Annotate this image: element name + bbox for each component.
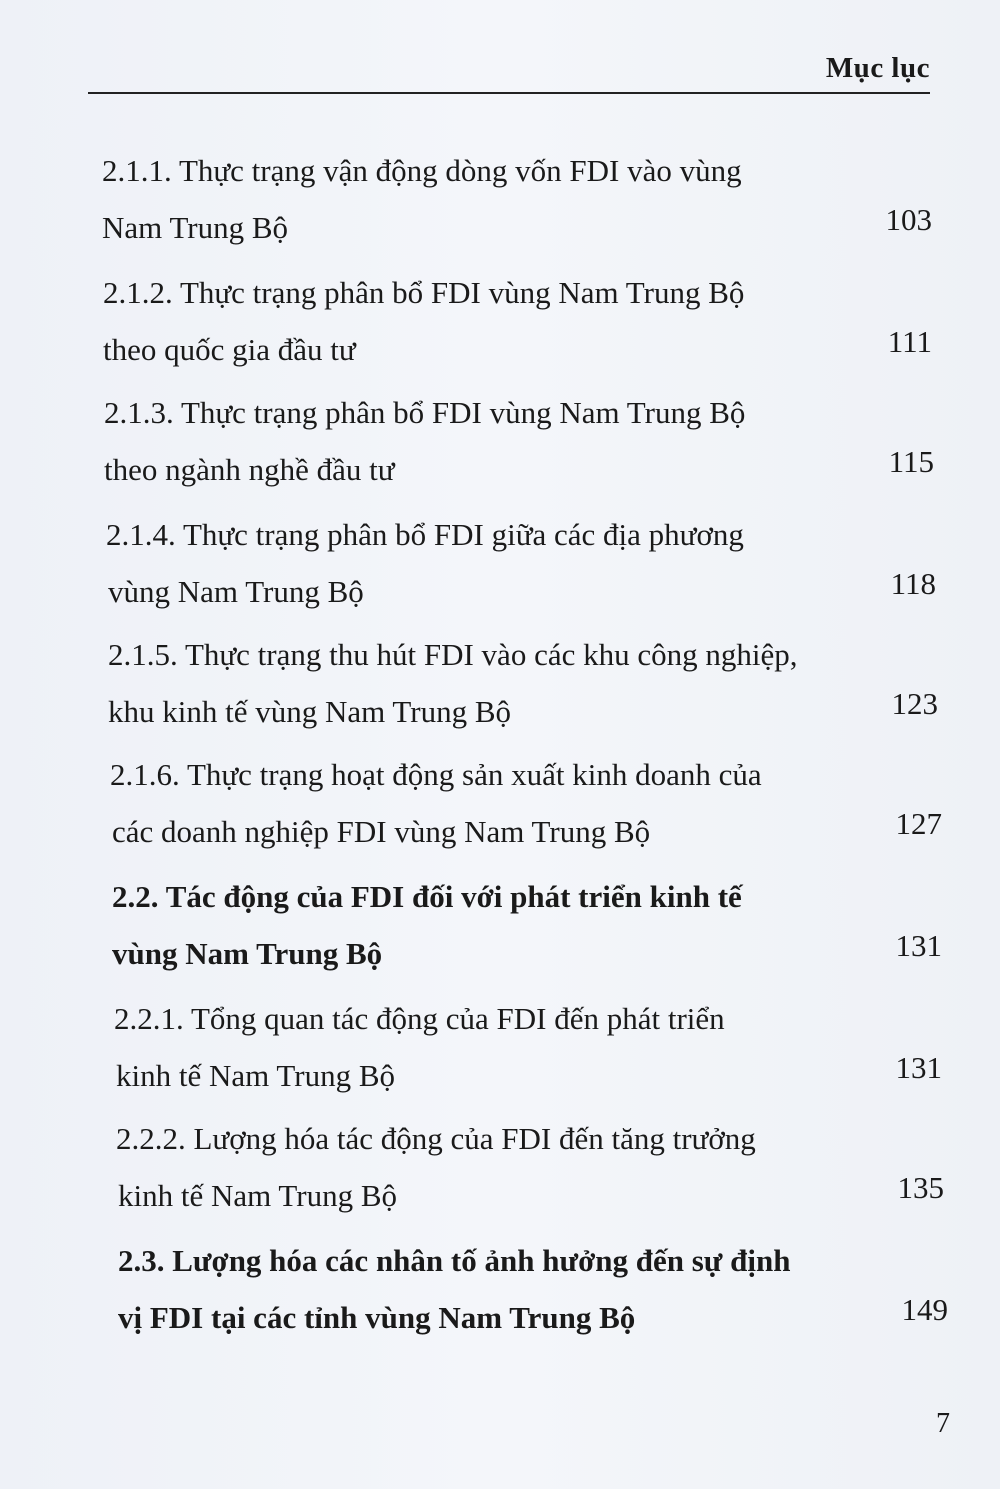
toc-entry-page: 103 [885,202,932,237]
toc-entry-page: 123 [891,686,938,721]
toc-entry-page: 115 [888,444,934,479]
toc-entry-line2: vùng Nam Trung Bộ [112,936,383,971]
toc-entry-line1: 2.1.2. Thực trạng phân bổ FDI vùng Nam Trung Bộ [103,275,745,310]
toc-entry-line2: kinh tế Nam Trung Bộ [116,1058,396,1093]
toc-entry-line2: theo quốc gia đầu tư [103,332,356,367]
toc-entry-page: 131 [895,1050,942,1085]
running-header-title: Mục lục [825,52,930,84]
toc-entry-line1: 2.1.6. Thực trạng hoạt động sản xuất kinh doanh của [110,757,762,792]
toc-entry-page: 149 [901,1292,948,1327]
toc-entry-page: 131 [895,928,942,963]
toc-entry-line1: 2.2.1. Tổng quan tác động của FDI đến phát triển [114,1001,725,1036]
toc-entry-line2: các doanh nghiệp FDI vùng Nam Trung Bộ [112,814,651,849]
toc-entry-line1: 2.1.1. Thực trạng vận động dòng vốn FDI vào vùng [102,153,742,188]
toc-entry-line1: 2.2.2. Lượng hóa tác động của FDI đến tăng trưởng [116,1121,756,1156]
toc-entry-page: 127 [895,806,942,841]
toc-entry-line1: 2.1.4. Thực trạng phân bổ FDI giữa các địa phương [106,517,744,552]
toc-entry-line2: khu kinh tế vùng Nam Trung Bộ [108,694,512,729]
toc-entry-page: 118 [890,566,936,601]
toc-entry-line2: vùng Nam Trung Bộ [108,574,364,609]
toc-entry-page: 111 [887,324,932,359]
toc-entry-line1: 2.2. Tác động của FDI đối với phát triển kinh tế [112,879,742,914]
toc-entry-line1: 2.1.3. Thực trạng phân bổ FDI vùng Nam Trung Bộ [104,395,746,430]
toc-entry-page: 135 [897,1170,944,1205]
toc-entry-line2: theo ngành nghề đầu tư [104,452,395,487]
page-number: 7 [936,1408,950,1439]
toc-entry-line2: Nam Trung Bộ [102,210,289,245]
toc-entry-line1: 2.3. Lượng hóa các nhân tố ảnh hưởng đến sự định [118,1243,791,1278]
toc-entry-line2: vị FDI tại các tỉnh vùng Nam Trung Bộ [118,1300,636,1335]
toc-entry-line2: kinh tế Nam Trung Bộ [118,1178,398,1213]
toc-entry-line1: 2.1.5. Thực trạng thu hút FDI vào các khu công nghiệp, [108,637,798,672]
header-rule [88,92,930,94]
